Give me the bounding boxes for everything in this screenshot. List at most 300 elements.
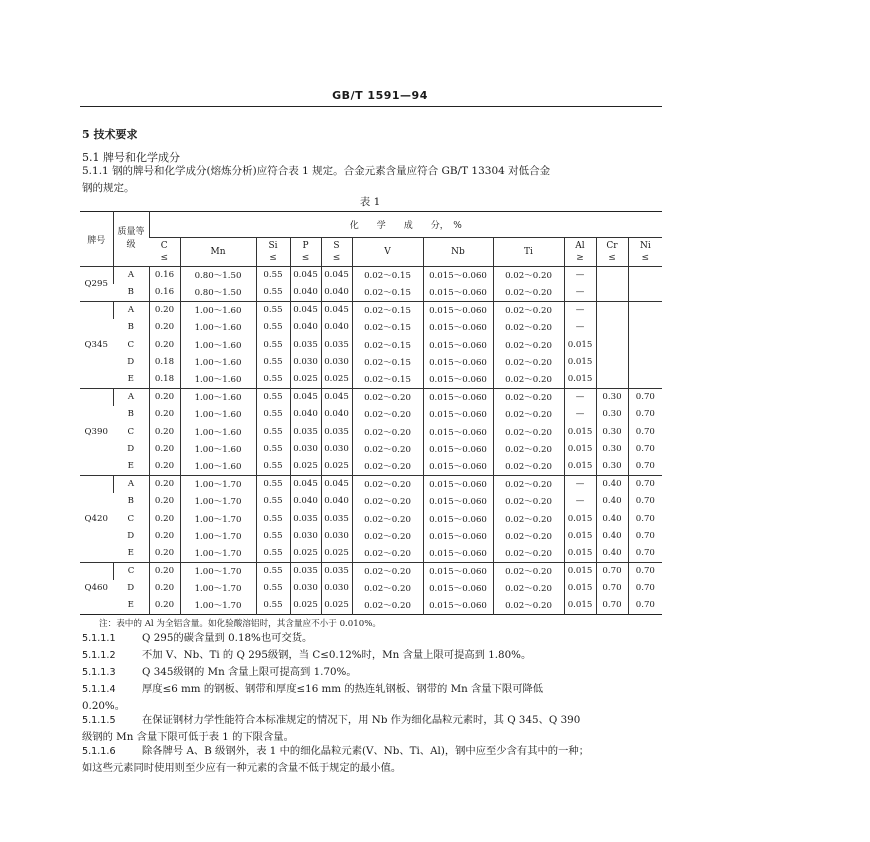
value-cell: 0.55 <box>256 562 290 579</box>
quality-cell: B <box>127 287 134 298</box>
value-cell: 0.55 <box>256 406 290 423</box>
table-row <box>80 406 662 423</box>
value-cell: 0.70 <box>596 597 628 614</box>
clause-text: 不加 V、Nb、Ti 的 Q 295级钢，当 C≤0.12%时，Mn 含量上限可提高到 1.80%。 <box>142 649 532 661</box>
quality-cell: A <box>113 388 149 405</box>
clause-paragraph <box>82 743 664 776</box>
clause-paragraph <box>82 712 664 745</box>
value-cell: 0.015～0.060 <box>423 267 493 284</box>
value-cell: 0.02～0.15 <box>352 371 423 388</box>
table-row <box>80 284 662 301</box>
value-cell: — <box>564 301 596 318</box>
value-cell: 0.02～0.20 <box>352 493 423 510</box>
value-cell: 0.02～0.20 <box>493 458 564 475</box>
value-cell: 0.02～0.20 <box>493 423 564 440</box>
value-cell: 0.20 <box>149 458 180 475</box>
value-cell: 0.015 <box>564 458 596 475</box>
element-symbol: Ti <box>524 247 533 257</box>
value-cell: 1.00～1.60 <box>180 371 256 388</box>
value-cell: 0.30 <box>596 388 628 405</box>
value-cell: 0.025 <box>290 458 321 475</box>
value-cell: 0.02～0.20 <box>493 267 564 284</box>
value-cell <box>628 371 662 388</box>
quality-cell: B <box>127 496 134 507</box>
value-cell: 0.035 <box>290 423 321 440</box>
value-cell: 0.015～0.060 <box>423 562 493 579</box>
header-element-c <box>149 238 180 267</box>
value-cell: 0.02～0.20 <box>493 440 564 457</box>
header-quality: 质量等级 <box>113 212 149 267</box>
table-row <box>80 597 662 614</box>
value-cell: 0.55 <box>256 301 290 318</box>
value-cell: 0.015～0.060 <box>423 597 493 614</box>
value-cell: 0.030 <box>290 580 321 597</box>
value-cell: 1.00～1.60 <box>180 423 256 440</box>
element-symbol: C <box>160 241 168 251</box>
value-cell: 0.02～0.20 <box>352 406 423 423</box>
value-cell: 0.015～0.060 <box>423 423 493 440</box>
value-cell: 0.40 <box>596 493 628 510</box>
value-cell: 0.035 <box>290 510 321 527</box>
value-cell: 1.00～1.70 <box>180 597 256 614</box>
value-cell: 0.20 <box>149 545 180 562</box>
table-row <box>80 336 662 353</box>
value-cell: 0.40 <box>596 527 628 544</box>
value-cell <box>628 284 662 301</box>
value-cell: — <box>564 475 596 492</box>
value-cell: 0.040 <box>321 284 352 301</box>
bound-symbol: ≤ <box>608 253 616 263</box>
quality-cell: D <box>127 357 135 368</box>
table-row <box>80 371 662 388</box>
value-cell: 0.045 <box>290 388 321 405</box>
value-cell: 0.02～0.15 <box>352 301 423 318</box>
table-row <box>80 458 662 475</box>
value-cell: 0.02～0.20 <box>493 301 564 318</box>
value-cell: 1.00～1.70 <box>180 510 256 527</box>
value-cell: 0.025 <box>290 545 321 562</box>
value-cell: 0.30 <box>596 406 628 423</box>
value-cell: 0.02～0.20 <box>493 510 564 527</box>
value-cell: 0.02～0.20 <box>493 319 564 336</box>
value-cell: 0.035 <box>290 562 321 579</box>
value-cell: 0.030 <box>321 580 352 597</box>
value-cell: 0.030 <box>290 527 321 544</box>
table-row <box>80 510 662 527</box>
grade-cell: Q390 <box>80 388 113 475</box>
value-cell: 0.030 <box>321 353 352 370</box>
value-cell: 0.025 <box>321 597 352 614</box>
value-cell: 0.02～0.20 <box>352 562 423 579</box>
value-cell: 0.040 <box>290 319 321 336</box>
value-cell: 0.035 <box>321 510 352 527</box>
element-symbol: V <box>384 247 391 257</box>
value-cell: 0.55 <box>256 510 290 527</box>
bound-symbol: ≥ <box>576 253 584 263</box>
clause-paragraph <box>82 630 664 647</box>
value-cell: 0.015～0.060 <box>423 301 493 318</box>
quality-cell: C <box>127 339 135 350</box>
value-cell: 0.015～0.060 <box>423 545 493 562</box>
value-cell: 0.30 <box>596 440 628 457</box>
value-cell: 0.55 <box>256 493 290 510</box>
element-symbol: P <box>302 241 309 251</box>
clause-number: 5.1.1.3 <box>82 667 116 678</box>
value-cell: 0.015～0.060 <box>423 475 493 492</box>
value-cell: 0.55 <box>256 388 290 405</box>
value-cell: 0.20 <box>149 406 180 423</box>
value-cell: 0.030 <box>290 440 321 457</box>
value-cell: 0.02～0.20 <box>352 597 423 614</box>
value-cell: 1.00～1.60 <box>180 301 256 318</box>
value-cell <box>628 353 662 370</box>
value-cell: 0.035 <box>321 423 352 440</box>
value-cell: 0.015～0.060 <box>423 510 493 527</box>
value-cell: 0.55 <box>256 319 290 336</box>
value-cell: 1.00～1.60 <box>180 336 256 353</box>
table-row <box>80 440 662 457</box>
value-cell: 0.035 <box>321 562 352 579</box>
value-cell: 0.55 <box>256 597 290 614</box>
value-cell: 0.02～0.20 <box>352 388 423 405</box>
clause-number: 5.1.1 <box>82 165 109 177</box>
value-cell: 0.70 <box>628 580 662 597</box>
value-cell: 0.030 <box>321 440 352 457</box>
value-cell: 1.00～1.70 <box>180 562 256 579</box>
element-symbol: Si <box>268 241 278 251</box>
table-row <box>80 475 662 492</box>
value-cell: 0.015 <box>564 423 596 440</box>
value-cell: — <box>564 267 596 284</box>
value-cell: 0.40 <box>596 510 628 527</box>
quality-cell: D <box>127 531 135 542</box>
header-element-al <box>564 238 596 267</box>
value-cell: 0.20 <box>149 527 180 544</box>
value-cell: 0.70 <box>628 388 662 405</box>
value-cell: 1.00～1.70 <box>180 580 256 597</box>
clause-number: 5.1.1.4 <box>82 684 116 695</box>
value-cell: 0.045 <box>290 301 321 318</box>
value-cell: 0.015 <box>564 580 596 597</box>
bound-symbol: ≤ <box>301 253 310 263</box>
quality-cell: B <box>127 409 134 420</box>
value-cell: 0.02～0.20 <box>493 527 564 544</box>
clause-text-continued: 如这些元素同时使用则至少应有一种元素的含量不低于规定的最小值。 <box>82 762 402 774</box>
value-cell <box>596 267 628 284</box>
clause-text: Q 345级钢的 Mn 含量上限可提高到 1.70%。 <box>142 666 357 678</box>
value-cell: 0.70 <box>596 580 628 597</box>
bound-symbol: ≤ <box>269 253 277 263</box>
grade-cell: Q345 <box>80 301 113 388</box>
clause-text: Q 295的碳含量到 0.18%也可交货。 <box>142 632 313 644</box>
table-row <box>80 423 662 440</box>
value-cell <box>628 301 662 318</box>
value-cell: 0.040 <box>290 284 321 301</box>
value-cell: 0.025 <box>321 458 352 475</box>
value-cell: 0.70 <box>628 440 662 457</box>
value-cell: 0.20 <box>149 423 180 440</box>
value-cell: 0.02～0.20 <box>493 353 564 370</box>
value-cell: — <box>564 493 596 510</box>
value-cell: 1.00～1.60 <box>180 440 256 457</box>
header-element-ni <box>628 238 662 267</box>
quality-cell: A <box>113 475 149 492</box>
header-element-cr <box>596 238 628 267</box>
header-element-v <box>352 238 423 267</box>
quality-cell: B <box>127 322 134 333</box>
table-row <box>80 388 662 405</box>
value-cell: 0.015～0.060 <box>423 284 493 301</box>
value-cell: 0.02～0.20 <box>352 580 423 597</box>
value-cell: 0.015～0.060 <box>423 580 493 597</box>
value-cell: 0.045 <box>321 475 352 492</box>
value-cell: 0.55 <box>256 580 290 597</box>
value-cell: 0.70 <box>628 406 662 423</box>
value-cell: 0.015～0.060 <box>423 527 493 544</box>
value-cell <box>596 301 628 318</box>
value-cell: 0.02～0.20 <box>493 388 564 405</box>
quality-cell: E <box>127 600 134 611</box>
quality-cell: E <box>127 461 134 472</box>
bound-symbol: ≤ <box>160 253 169 263</box>
value-cell: 0.55 <box>256 423 290 440</box>
value-cell: 0.70 <box>628 527 662 544</box>
value-cell: 0.20 <box>149 388 180 405</box>
value-cell: 0.015～0.060 <box>423 388 493 405</box>
value-cell: 1.00～1.60 <box>180 388 256 405</box>
value-cell: 0.025 <box>290 597 321 614</box>
paragraph-text: 钢的牌号和化学成分(熔炼分析)应符合表 1 规定。合金元素含量应符合 GB/T 13304 对低合金 <box>112 165 551 177</box>
value-cell: 0.025 <box>290 371 321 388</box>
value-cell: 1.00～1.60 <box>180 458 256 475</box>
value-cell: 1.00～1.70 <box>180 527 256 544</box>
clause-paragraph <box>82 664 664 681</box>
value-cell: 0.80～1.50 <box>180 267 256 284</box>
bound-symbol: ≤ <box>332 253 341 263</box>
clause-number: 5.1.1.2 <box>82 650 116 661</box>
value-cell: 0.02～0.20 <box>352 458 423 475</box>
table-row <box>80 545 662 562</box>
grade-cell: Q420 <box>80 475 113 562</box>
value-cell: 0.02～0.20 <box>352 475 423 492</box>
quality-cell: C <box>127 426 135 437</box>
value-cell: 0.045 <box>290 267 321 284</box>
table-row <box>80 562 662 579</box>
value-cell: 0.70 <box>628 423 662 440</box>
value-cell: 0.55 <box>256 267 290 284</box>
value-cell: 0.045 <box>321 267 352 284</box>
value-cell: 0.045 <box>290 475 321 492</box>
quality-cell: E <box>127 374 134 385</box>
value-cell: 0.02～0.15 <box>352 284 423 301</box>
section-title: 5 技术要求 <box>82 128 138 141</box>
value-cell <box>596 353 628 370</box>
value-cell: 1.00～1.70 <box>180 493 256 510</box>
value-cell: 1.00～1.60 <box>180 353 256 370</box>
value-cell: 0.55 <box>256 284 290 301</box>
value-cell: 0.030 <box>321 527 352 544</box>
value-cell: 0.015～0.060 <box>423 458 493 475</box>
value-cell <box>596 284 628 301</box>
paragraph-text-continued: 钢的规定。 <box>82 182 135 194</box>
value-cell: — <box>564 319 596 336</box>
value-cell: 0.20 <box>149 510 180 527</box>
table-row <box>80 580 662 597</box>
header-element-mn <box>180 238 256 267</box>
table-row <box>80 353 662 370</box>
value-cell: 0.035 <box>321 336 352 353</box>
value-cell: 0.70 <box>628 493 662 510</box>
table-row <box>80 527 662 544</box>
header-element-p <box>290 238 321 267</box>
value-cell: 0.40 <box>596 545 628 562</box>
value-cell: 0.02～0.20 <box>493 562 564 579</box>
value-cell: 0.02～0.20 <box>493 493 564 510</box>
value-cell: 0.55 <box>256 371 290 388</box>
clause-number: 5.1.1.1 <box>82 633 116 644</box>
header-element-s <box>321 238 352 267</box>
value-cell: 0.015～0.060 <box>423 406 493 423</box>
value-cell: 0.70 <box>628 510 662 527</box>
value-cell <box>596 371 628 388</box>
element-symbol: Cr <box>606 241 618 251</box>
quality-cell: C <box>127 513 135 524</box>
value-cell: 0.55 <box>256 527 290 544</box>
chemical-composition-table <box>80 211 662 615</box>
value-cell: 0.015～0.060 <box>423 440 493 457</box>
header-grade: 牌号 <box>87 235 106 246</box>
value-cell: 0.70 <box>628 545 662 562</box>
value-cell: — <box>564 406 596 423</box>
value-cell: 0.02～0.20 <box>493 336 564 353</box>
paragraph-5-1-1 <box>82 163 662 197</box>
value-cell: 0.02～0.15 <box>352 267 423 284</box>
subsection-title: 5.1 牌号和化学成分 <box>82 151 180 164</box>
value-cell: 0.18 <box>149 371 180 388</box>
value-cell: 0.015～0.060 <box>423 336 493 353</box>
value-cell: 0.040 <box>321 319 352 336</box>
value-cell <box>628 319 662 336</box>
clause-number: 5.1.1.6 <box>82 746 116 757</box>
value-cell: 0.015 <box>564 440 596 457</box>
value-cell: 0.02～0.20 <box>352 545 423 562</box>
table-note: 注：表中的 Al 为全铝含量。如化验酸溶铝时，其含量应不小于 0.010%。 <box>99 619 381 629</box>
value-cell: 0.02～0.15 <box>352 319 423 336</box>
value-cell: 0.035 <box>290 336 321 353</box>
element-symbol: Ni <box>639 241 651 251</box>
value-cell: 0.55 <box>256 440 290 457</box>
quality-cell: A <box>113 267 149 284</box>
quality-cell: D <box>127 444 135 455</box>
value-cell: 0.70 <box>628 562 662 579</box>
header-chemical-composition: 化 学 成 分， % <box>149 212 662 238</box>
value-cell: 0.015 <box>564 562 596 579</box>
value-cell: 0.015 <box>564 527 596 544</box>
value-cell: 0.18 <box>149 353 180 370</box>
header-element-nb <box>423 238 493 267</box>
table-caption: 表 1 <box>359 196 381 208</box>
value-cell: 0.02～0.20 <box>493 475 564 492</box>
header-rule <box>80 106 662 107</box>
value-cell: — <box>564 284 596 301</box>
standard-number: GB/T 1591—94 <box>332 89 428 102</box>
clause-number: 5.1.1.5 <box>82 715 116 726</box>
value-cell: 0.20 <box>149 440 180 457</box>
bound-symbol: ≤ <box>641 253 650 263</box>
value-cell: 0.20 <box>149 319 180 336</box>
value-cell: 0.02～0.20 <box>352 440 423 457</box>
clause-text: 厚度≤6 mm 的钢板、钢带和厚度≤16 mm 的热连轧钢板、钢带的 Mn 含量下限可降低 <box>142 683 544 695</box>
grade-cell: Q460 <box>80 562 113 614</box>
value-cell: 0.02～0.20 <box>493 597 564 614</box>
clause-text: 在保证钢材力学性能符合本标准规定的情况下，用 Nb 作为细化晶粒元素时，其 Q 345、Q 390 <box>142 714 581 726</box>
value-cell: 0.040 <box>290 406 321 423</box>
value-cell: 0.70 <box>628 597 662 614</box>
value-cell: 0.20 <box>149 336 180 353</box>
value-cell: 0.015 <box>564 336 596 353</box>
table-row <box>80 301 662 318</box>
value-cell: 0.02～0.20 <box>493 406 564 423</box>
value-cell <box>628 267 662 284</box>
value-cell: 0.16 <box>149 284 180 301</box>
value-cell: 0.02～0.20 <box>352 423 423 440</box>
header-element-ti <box>493 238 564 267</box>
value-cell: 0.55 <box>256 545 290 562</box>
value-cell: 0.16 <box>149 267 180 284</box>
table-row <box>80 319 662 336</box>
value-cell: 0.030 <box>290 353 321 370</box>
value-cell: 1.00～1.70 <box>180 545 256 562</box>
value-cell: 0.045 <box>321 301 352 318</box>
value-cell: 0.02～0.20 <box>493 371 564 388</box>
value-cell: 0.015～0.060 <box>423 319 493 336</box>
value-cell: 0.015～0.060 <box>423 493 493 510</box>
value-cell: 0.040 <box>290 493 321 510</box>
clause-paragraph <box>82 681 664 714</box>
value-cell: 1.00～1.60 <box>180 319 256 336</box>
table-row <box>80 267 662 284</box>
value-cell: 0.02～0.20 <box>493 545 564 562</box>
value-cell: 0.015 <box>564 545 596 562</box>
quality-cell: C <box>113 562 149 579</box>
value-cell: 0.015 <box>564 371 596 388</box>
element-symbol: Mn <box>210 247 226 257</box>
quality-cell: E <box>127 548 134 559</box>
value-cell: 0.02～0.20 <box>352 527 423 544</box>
value-cell: 0.55 <box>256 353 290 370</box>
value-cell: 0.02～0.15 <box>352 353 423 370</box>
value-cell: — <box>564 388 596 405</box>
value-cell: 1.00～1.60 <box>180 406 256 423</box>
value-cell: 0.040 <box>321 406 352 423</box>
clause-text: 除各牌号 A、B 级钢外，表 1 中的细化晶粒元素(V、Nb、Ti、Al)，钢中应至少含有其中的一种； <box>142 745 589 757</box>
clause-paragraph <box>82 647 664 664</box>
value-cell: 0.70 <box>596 562 628 579</box>
value-cell: 0.20 <box>149 597 180 614</box>
value-cell: 0.55 <box>256 458 290 475</box>
value-cell: 0.02～0.20 <box>493 580 564 597</box>
grade-cell: Q295 <box>80 267 113 302</box>
value-cell: 0.20 <box>149 475 180 492</box>
value-cell: 0.015～0.060 <box>423 353 493 370</box>
value-cell: 0.70 <box>628 475 662 492</box>
value-cell: 0.80～1.50 <box>180 284 256 301</box>
value-cell: 0.55 <box>256 336 290 353</box>
value-cell: 0.040 <box>321 493 352 510</box>
clause-text-continued: 级钢的 Mn 含量下限可低于表 1 的下限含量。 <box>82 731 294 743</box>
table-row <box>80 493 662 510</box>
value-cell: 0.20 <box>149 493 180 510</box>
